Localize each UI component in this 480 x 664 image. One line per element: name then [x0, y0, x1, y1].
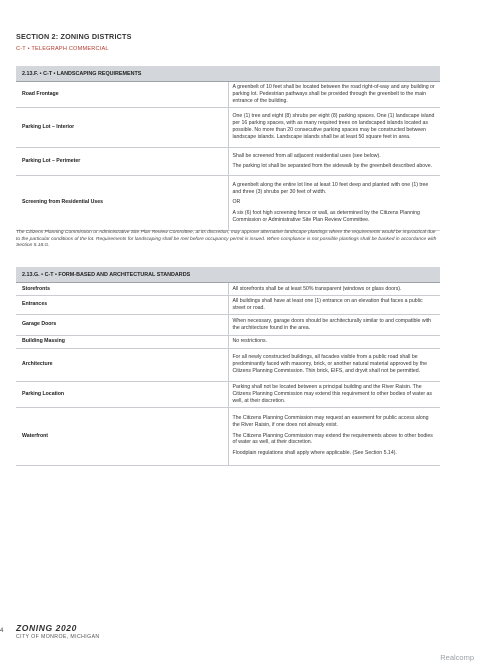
table-row: [16, 381, 440, 407]
table-row: [16, 335, 440, 348]
description-paragraph: All buildings shall have at least one (1) entrance on an elevation that faces a public street or road.: [232, 298, 423, 311]
row-label: Screening from Residential Uses: [16, 175, 228, 230]
description-paragraph: A six (6) foot high screening fence or wall, as determined by the Citizens Planning Commission or Administrative Site Plan Review Committee.: [232, 209, 420, 223]
description-paragraph: One (1) tree and eight (8) shrubs per eight (8) parking spaces. One (1) landscape island per 16 parking spaces, with as many required trees on landscaped islands located as possible. No more than 20 consecutive parking spaces may be constructed between landscape islands. Landscape islands shall be at least 50 square feet in area.: [232, 113, 435, 141]
footer-subtitle: CITY OF MONROE, MICHIGAN: [16, 634, 100, 640]
row-label: Parking Lot – Interior: [16, 107, 228, 147]
table-header-row: [16, 66, 440, 82]
row-description: [228, 147, 440, 175]
page-header: [16, 32, 132, 52]
description-paragraph: Parking shall not be located between a principal building and the River Raisin. The Citizens Planning Commission may extend this requirement to other bodies of water as well, at their discretion.: [232, 383, 433, 404]
landscaping-table-heading: 2.13.F. • C-T • LANDSCAPING REQUIREMENTS: [16, 66, 440, 82]
district-subtitle: C-T • TELEGRAPH COMMERCIAL: [16, 46, 109, 52]
landscaping-requirements-table: [16, 66, 440, 231]
architectural-standards-table: [16, 267, 440, 466]
row-description: [228, 381, 440, 407]
row-description: [228, 107, 440, 147]
description-paragraph: Shall be screened from all adjacent residential uses (see below).: [232, 152, 381, 159]
description-paragraph: The parking lot shall be separated from the sidewalk by the greenbelt described above.: [232, 162, 433, 169]
table-row: [16, 107, 440, 147]
description-paragraph: All storefronts shall be at least 50% transparent (windows or glass doors).: [232, 285, 402, 292]
table-row: [16, 147, 440, 175]
footer-title: ZONING 2020: [16, 623, 77, 633]
row-description: [228, 348, 440, 381]
row-label: Architecture: [16, 348, 228, 381]
table-row: [16, 348, 440, 381]
row-description: [228, 175, 440, 230]
row-description: [228, 407, 440, 465]
description-paragraph: No restrictions.: [232, 338, 268, 345]
row-label: Parking Location: [16, 381, 228, 407]
description-paragraph: OR: [232, 199, 241, 206]
description-paragraph: A greenbelt along the entire lot line at least 10 feet deep and planted with one (1) tree and three (3) shrubs per 30 feet of width.: [232, 181, 429, 195]
section-title: SECTION 2: ZONING DISTRICTS: [16, 32, 132, 41]
page-footer: [16, 623, 100, 640]
table-row: [16, 82, 440, 108]
table-row: [16, 283, 440, 296]
row-label: Entrances: [16, 296, 228, 315]
table-header-row: [16, 267, 440, 283]
row-label: Storefronts: [16, 283, 228, 296]
row-label: Waterfront: [16, 407, 228, 465]
table-row: [16, 314, 440, 335]
description-paragraph: For all newly constructed buildings, all facades visible from a public road shall be predominantly faced with masonry, brick, or another natural material approved by the Citizens Planning Commission. Thin brick, EIFS, and dryvit shall not be permitted.: [232, 354, 428, 375]
page-number: 4: [0, 628, 4, 634]
row-description: [228, 296, 440, 315]
standards-table-heading: 2.13.G. • C-T • FORM-BASED AND ARCHITECTURAL STANDARDS: [16, 267, 440, 283]
description-paragraph: The Citizens Planning Commission may extend the requirements above to other bodies of water as well, at their discretion.: [232, 432, 433, 446]
description-paragraph: When necessary, garage doors should be architecturally similar to and compatible with the architecture found in the area.: [232, 317, 432, 331]
description-paragraph: The Citizens Planning Commission may request an easement for public access along the River Raisin, if one does not already exist.: [232, 415, 429, 429]
row-description: [228, 335, 440, 348]
table-row: [16, 407, 440, 465]
row-label: Parking Lot – Perimeter: [16, 147, 228, 175]
realcomp-watermark: Realcomp: [440, 653, 474, 662]
landscaping-note: The Citizens Planning Commission or Administrative Site Plan Review Committee, at its discretion, may approve alternative landscape plantings where the requirements would be impractical due to the particular conditions of the lot. Requirements for landscaping shall be met before occupancy permit is issued. When compliance is not possible plantings shall be banked in accordance with Section 5.18.G.: [16, 230, 437, 249]
table-row: [16, 296, 440, 315]
row-label: Garage Doors: [16, 314, 228, 335]
row-label: Building Massing: [16, 335, 228, 348]
description-paragraph: A greenbelt of 10 feet shall be located between the road right-of-way and any building or parking lot. Pedestrian pathways shall be provided through the greenbelt to the main entrance of the building.: [232, 84, 435, 104]
row-description: [228, 283, 440, 296]
row-label: Road Frontage: [16, 82, 228, 108]
table-row: [16, 175, 440, 230]
description-paragraph: Floodplain regulations shall apply where applicable. (See Section 5.14).: [232, 449, 397, 456]
row-description: [228, 82, 440, 108]
row-description: [228, 314, 440, 335]
